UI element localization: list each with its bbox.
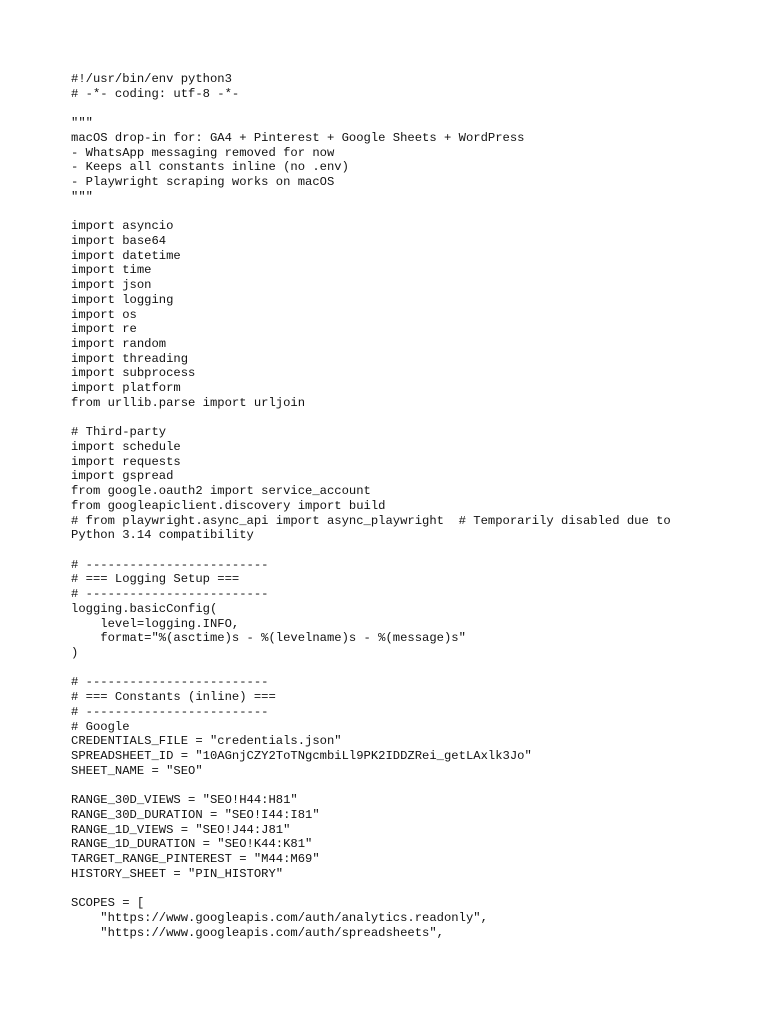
code-line — [71, 661, 751, 676]
code-line: # === Logging Setup === — [71, 572, 240, 587]
code-line: # ------------------------- — [71, 557, 269, 572]
code-line: from googleapiclient.discovery import build — [71, 498, 386, 513]
code-line: RANGE_1D_DURATION = "SEO!K44:K81" — [71, 837, 313, 852]
code-line: import os — [71, 307, 137, 322]
code-line — [71, 101, 751, 116]
code-line: #!/usr/bin/env python3 — [71, 72, 232, 86]
code-line: # from playwright.async_api import async_playwright # Temporarily disabled due to — [71, 513, 671, 528]
code-line: RANGE_1D_VIEWS = "SEO!J44:J81" — [71, 822, 291, 837]
code-line — [71, 882, 751, 897]
code-line: # -*- coding: utf-8 -*- — [71, 86, 240, 101]
code-line: format="%(asctime)s - %(levelname)s - %(message)s" — [71, 631, 466, 646]
code-line: """ — [71, 116, 93, 131]
code-line: - Playwright scraping works on macOS — [71, 175, 335, 190]
code-line: SHEET_NAME = "SEO" — [71, 763, 203, 778]
code-line: # ------------------------- — [71, 704, 269, 719]
code-line: macOS drop-in for: GA4 + Pinterest + Google Sheets + WordPress — [71, 130, 525, 145]
code-line: import base64 — [71, 233, 167, 248]
code-line: import platform — [71, 381, 181, 396]
code-line: CREDENTIALS_FILE = "credentials.json" — [71, 734, 342, 749]
code-line: "https://www.googleapis.com/auth/analytics.readonly", — [71, 910, 488, 925]
code-line: ) — [71, 646, 79, 661]
code-line: import datetime — [71, 248, 181, 263]
code-line: import gspread — [71, 469, 174, 484]
code-line: import threading — [71, 351, 189, 366]
code-line — [71, 411, 751, 426]
code-line — [71, 779, 751, 794]
code-line: RANGE_30D_VIEWS = "SEO!H44:H81" — [71, 793, 298, 808]
code-line: import subprocess — [71, 366, 196, 381]
code-line: Python 3.14 compatibility — [71, 528, 254, 543]
code-line: logging.basicConfig( — [71, 601, 218, 616]
code-line: SPREADSHEET_ID = "10AGnjCZY2ToTNgcmbiLl9PK2IDDZRei_getLAxlk3Jo" — [71, 749, 532, 764]
code-line: level=logging.INFO, — [71, 616, 240, 631]
code-line: # Third-party — [71, 425, 167, 440]
code-line: # ------------------------- — [71, 587, 269, 602]
code-line: import asyncio — [71, 219, 174, 234]
code-line: # Google — [71, 719, 130, 734]
code-line: import json — [71, 278, 152, 293]
code-line: RANGE_30D_DURATION = "SEO!I44:I81" — [71, 807, 320, 822]
code-line: import time — [71, 263, 152, 278]
code-line: import schedule — [71, 439, 181, 454]
code-line: - Keeps all constants inline (no .env) — [71, 160, 349, 175]
code-line: import requests — [71, 454, 181, 469]
code-line: "https://www.googleapis.com/auth/spreadsheets", — [71, 925, 444, 940]
code-line: import logging — [71, 292, 174, 307]
code-line: """ — [71, 189, 93, 204]
code-line: # === Constants (inline) === — [71, 690, 276, 705]
code-line: SCOPES = [ — [71, 896, 145, 911]
code-line: from urllib.parse import urljoin — [71, 395, 306, 410]
code-listing — [71, 72, 751, 940]
code-line: import random — [71, 336, 167, 351]
code-line — [71, 204, 751, 219]
code-line: # ------------------------- — [71, 675, 269, 690]
code-line: - WhatsApp messaging removed for now — [71, 145, 335, 160]
code-line: import re — [71, 322, 137, 337]
code-line — [71, 543, 751, 558]
code-line: TARGET_RANGE_PINTEREST = "M44:M69" — [71, 852, 320, 867]
code-line: HISTORY_SHEET = "PIN_HISTORY" — [71, 866, 284, 881]
code-line: from google.oauth2 import service_account — [71, 484, 371, 499]
